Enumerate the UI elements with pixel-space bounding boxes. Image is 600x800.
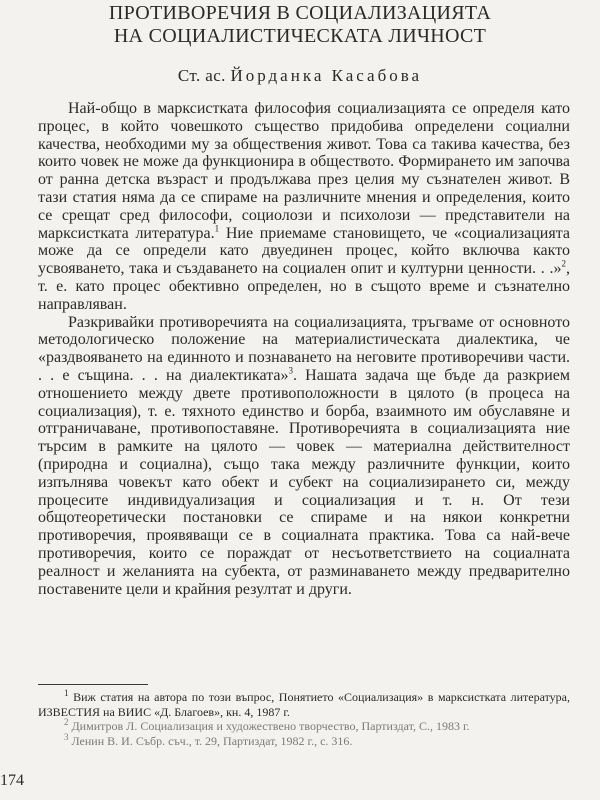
footnote-ref-1: 1 — [214, 223, 220, 234]
paragraph-1-part-c: , т. е. като процес обективно определен, но в същото време и съзнателно направляван. — [38, 260, 570, 313]
paragraph-1-part-a: Най-общо в марксистката философия социализацията се определя като процес, в който човешкото същество придобива определени социални качества, необходими му за обществения живот. Това са такива качества, без които човек не може да функционира в обществото. Формирането им започва от ранна детска възраст и продължава през целия му съзнателен живот. В тази статия няма да се спираме на различните мнения и определения, които се срещат сред философи, социолози и психолози — представители на марксистката литература. — [38, 100, 570, 242]
title-line-2: НА СОЦИАЛИСТИЧЕСКАТА ЛИЧНОСТ — [113, 25, 487, 47]
footnote-2 — [38, 719, 570, 734]
footnote-1 — [38, 690, 570, 719]
footnote-ref-3: 3 — [288, 365, 293, 376]
footnote-3-text: Ленин В. И. Събр. съч., т. 29, Партиздат, 1982 г., с. 316. — [68, 733, 353, 748]
footnote-1-number: 1 — [64, 688, 69, 698]
author-line — [0, 66, 600, 86]
paragraph-2 — [38, 314, 570, 599]
paragraph-1-part-b: Ние приемаме становището, че «социализацията може да се определи като двуединен процес, който включва както усвояването, така и създаването на социален опит и културни ценности. . .» — [38, 224, 571, 278]
footnote-divider — [38, 684, 148, 685]
footnote-3 — [38, 731, 570, 749]
paragraph-1 — [38, 100, 570, 314]
article-body — [38, 100, 570, 598]
footnote-3-number: 3 — [64, 731, 69, 742]
footnote-2-text: Димитров Л. Социализация и художествено творчество, Партиздат, С., 1983 г. — [68, 719, 470, 733]
footnote-1-text: Виж статия на автора по този въпрос, Понятието «Социализация» в марксистката литература, ИЗВЕСТИЯ на ВИИС «Д. Благоев», кн. 4, 1987 г. — [38, 690, 570, 719]
title-line-1: ПРОТИВОРЕЧИЯ В СОЦИАЛИЗАЦИЯТА — [108, 2, 492, 24]
article-title — [0, 2, 600, 48]
author-name: Йорданка Касабова — [230, 66, 423, 85]
footnote-ref-2: 2 — [561, 258, 566, 269]
paragraph-2-part-a: Разкривайки противоречията на социализацията, тръгваме от основното методологическо положение на материалистическата диалектика, че «раздвояването на единното и познаването на неговите противоречиви части. . . е същина. . . на диалектиката» — [38, 313, 570, 384]
author-prefix: Ст. ас. — [177, 66, 226, 85]
page-number: 174 — [0, 772, 24, 789]
footnote-2-number: 2 — [64, 717, 69, 727]
paragraph-2-part-b: . Нашата задача ще бъде да разкрием отношението между двете противоположности в цялото (в процеса на социализация), т. е. тяхното единство и борба, взаимното им обуславяне и отграничаване, противопоставяне. Противоречията в социализацията ние търсим в рамките на цялото — човек — материална действителност (природна и социална), също така между различните функции, които изпълнява човекът като обект и субект на социализирането си, между процесите индивидуализация и социализация и т. н. От тези общотеоретически постановки се спираме и на някои конкретни противоречия, проявяващи се в социалната практика. Това са най-вече противоречия, които се пораждат от несъответствието на социалната реалност и желанията на субекта, от разминаването между предварително поставените цели и крайния резултат и други. — [38, 366, 571, 598]
footnotes — [38, 690, 570, 748]
